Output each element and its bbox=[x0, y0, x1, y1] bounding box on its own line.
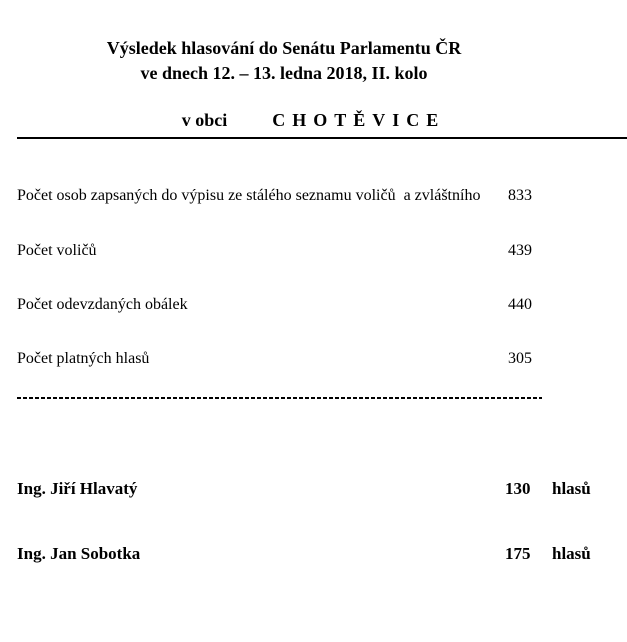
stat-value: 833 bbox=[508, 187, 532, 204]
candidate-name: Ing. Jiří Hlavatý bbox=[17, 479, 138, 498]
page-title-line2: ve dnech 12. – 13. ledna 2018, II. kolo bbox=[140, 63, 428, 83]
subtitle-prefix: v obci bbox=[181, 110, 228, 130]
stat-label: Počet platných hlasů bbox=[17, 350, 150, 367]
stat-label: Počet odevzdaných obálek bbox=[17, 296, 188, 313]
dashed-separator bbox=[17, 397, 542, 399]
municipality-subtitle bbox=[0, 109, 627, 131]
candidate-votes: 175 bbox=[505, 544, 531, 563]
stat-row-valid-votes bbox=[0, 349, 627, 371]
page-title-line1: Výsledek hlasování do Senátu Parlamentu ČR bbox=[106, 38, 462, 58]
candidate-votes-unit: hlasů bbox=[552, 479, 591, 498]
document-title bbox=[0, 36, 568, 86]
stat-row-voters bbox=[0, 241, 627, 263]
municipality-name: CHOTĚVICE bbox=[272, 110, 446, 130]
stat-value: 440 bbox=[508, 296, 532, 313]
candidate-votes-unit: hlasů bbox=[552, 544, 591, 563]
stat-label: Počet osob zapsaných do výpisu ze stálého seznamu voličů a zvláštního bbox=[17, 187, 481, 204]
stat-value: 305 bbox=[508, 350, 532, 367]
stat-value: 439 bbox=[508, 242, 532, 259]
header-rule bbox=[17, 137, 627, 139]
candidate-votes: 130 bbox=[505, 479, 531, 498]
stat-label: Počet voličů bbox=[17, 242, 97, 259]
candidate-name: Ing. Jan Sobotka bbox=[17, 544, 141, 563]
candidate-row bbox=[0, 543, 627, 567]
stat-row-registered-voters bbox=[0, 186, 627, 208]
candidate-row bbox=[0, 478, 627, 502]
stat-row-envelopes bbox=[0, 295, 627, 317]
